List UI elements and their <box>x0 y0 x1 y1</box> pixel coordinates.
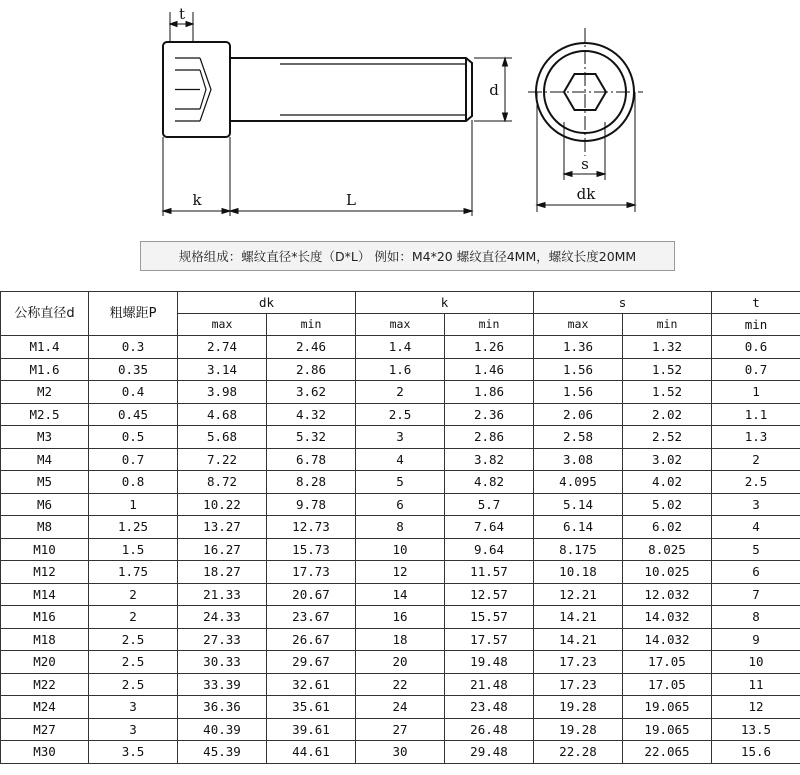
cell-k-max: 1.4 <box>356 336 445 359</box>
cell-size: M14 <box>1 583 89 606</box>
cell-s-min: 8.025 <box>623 538 712 561</box>
cell-s-min: 14.032 <box>623 628 712 651</box>
cell-s-min: 14.032 <box>623 606 712 629</box>
cell-pitch: 2 <box>89 606 178 629</box>
cell-s-max: 1.56 <box>534 381 623 404</box>
table-row <box>1 606 800 629</box>
table-row <box>1 516 800 539</box>
cell-pitch: 3 <box>89 696 178 719</box>
cell-dk-min: 12.73 <box>267 516 356 539</box>
cell-s-min: 4.02 <box>623 471 712 494</box>
cell-k-min: 4.82 <box>445 471 534 494</box>
table-row <box>1 561 800 584</box>
cell-pitch: 0.3 <box>89 336 178 359</box>
cell-dk-min: 32.61 <box>267 673 356 696</box>
table-row <box>1 583 800 606</box>
cell-dk-max: 40.39 <box>178 718 267 741</box>
cell-pitch: 0.5 <box>89 426 178 449</box>
cell-dk-min: 35.61 <box>267 696 356 719</box>
cell-dk-max: 3.98 <box>178 381 267 404</box>
cell-k-max: 8 <box>356 516 445 539</box>
cell-k-min: 1.86 <box>445 381 534 404</box>
cell-k-min: 21.48 <box>445 673 534 696</box>
cell-s-max: 14.21 <box>534 628 623 651</box>
cell-s-min: 10.025 <box>623 561 712 584</box>
cell-t-min: 15.6 <box>712 741 800 764</box>
header-t-min: min <box>712 314 800 336</box>
cell-size: M2 <box>1 381 89 404</box>
table-row <box>1 403 800 426</box>
cell-size: M1.6 <box>1 358 89 381</box>
table-row <box>1 471 800 494</box>
cell-s-min: 1.52 <box>623 358 712 381</box>
cell-k-min: 2.36 <box>445 403 534 426</box>
cell-k-max: 24 <box>356 696 445 719</box>
cell-dk-min: 20.67 <box>267 583 356 606</box>
cell-s-max: 19.28 <box>534 696 623 719</box>
cell-s-max: 4.095 <box>534 471 623 494</box>
cell-size: M2.5 <box>1 403 89 426</box>
cell-s-max: 6.14 <box>534 516 623 539</box>
cell-s-max: 3.08 <box>534 448 623 471</box>
cell-size: M8 <box>1 516 89 539</box>
cell-size: M12 <box>1 561 89 584</box>
header-s: s <box>534 292 712 314</box>
cell-s-max: 2.06 <box>534 403 623 426</box>
cell-t-min: 10 <box>712 651 800 674</box>
cell-dk-max: 30.33 <box>178 651 267 674</box>
cell-t-min: 12 <box>712 696 800 719</box>
cell-pitch: 1.75 <box>89 561 178 584</box>
cell-pitch: 2 <box>89 583 178 606</box>
cell-s-max: 22.28 <box>534 741 623 764</box>
cell-dk-min: 17.73 <box>267 561 356 584</box>
caption-text: 规格组成：螺纹直径*长度（D*L） 例如：M4*20 螺纹直径4MM，螺纹长度20MM <box>178 249 637 264</box>
cell-dk-max: 16.27 <box>178 538 267 561</box>
cell-s-max: 10.18 <box>534 561 623 584</box>
cell-s-min: 2.02 <box>623 403 712 426</box>
cell-t-min: 0.6 <box>712 336 800 359</box>
cell-size: M5 <box>1 471 89 494</box>
cell-k-max: 14 <box>356 583 445 606</box>
cell-k-max: 3 <box>356 426 445 449</box>
cell-dk-min: 3.62 <box>267 381 356 404</box>
cell-dk-min: 4.32 <box>267 403 356 426</box>
cell-pitch: 1.5 <box>89 538 178 561</box>
cell-size: M24 <box>1 696 89 719</box>
table-row <box>1 718 800 741</box>
cell-dk-min: 5.32 <box>267 426 356 449</box>
cell-size: M4 <box>1 448 89 471</box>
cell-k-max: 16 <box>356 606 445 629</box>
cell-dk-max: 21.33 <box>178 583 267 606</box>
cell-t-min: 13.5 <box>712 718 800 741</box>
cell-t-min: 1.1 <box>712 403 800 426</box>
cell-s-max: 14.21 <box>534 606 623 629</box>
dim-label-s: s <box>581 155 589 173</box>
cell-dk-max: 24.33 <box>178 606 267 629</box>
cell-size: M22 <box>1 673 89 696</box>
cell-s-min: 5.02 <box>623 493 712 516</box>
dim-label-t: t <box>178 5 186 23</box>
cell-t-min: 2 <box>712 448 800 471</box>
cell-k-max: 18 <box>356 628 445 651</box>
cell-s-max: 1.36 <box>534 336 623 359</box>
cell-dk-min: 44.61 <box>267 741 356 764</box>
cell-size: M6 <box>1 493 89 516</box>
dim-label-L: L <box>346 191 356 209</box>
cell-pitch: 2.5 <box>89 673 178 696</box>
cell-t-min: 6 <box>712 561 800 584</box>
cell-dk-min: 2.86 <box>267 358 356 381</box>
cell-s-max: 1.56 <box>534 358 623 381</box>
header-k-max: max <box>356 314 445 336</box>
cell-size: M3 <box>1 426 89 449</box>
cell-dk-min: 26.67 <box>267 628 356 651</box>
cell-pitch: 0.7 <box>89 448 178 471</box>
cell-dk-max: 2.74 <box>178 336 267 359</box>
header-nominal-diameter: 公称直径d <box>1 292 89 336</box>
cell-dk-min: 23.67 <box>267 606 356 629</box>
cell-pitch: 0.4 <box>89 381 178 404</box>
table-row <box>1 628 800 651</box>
cell-size: M27 <box>1 718 89 741</box>
cell-k-max: 20 <box>356 651 445 674</box>
cell-dk-max: 4.68 <box>178 403 267 426</box>
cell-k-min: 7.64 <box>445 516 534 539</box>
cell-dk-min: 39.61 <box>267 718 356 741</box>
dim-label-k: k <box>192 191 202 209</box>
cell-size: M1.4 <box>1 336 89 359</box>
cell-k-min: 9.64 <box>445 538 534 561</box>
dimension-table <box>0 291 800 764</box>
cell-pitch: 1 <box>89 493 178 516</box>
screw-technical-drawing <box>0 0 800 232</box>
cell-s-min: 17.05 <box>623 651 712 674</box>
cell-s-min: 1.32 <box>623 336 712 359</box>
cell-s-min: 6.02 <box>623 516 712 539</box>
cell-dk-min: 2.46 <box>267 336 356 359</box>
header-k-min: min <box>445 314 534 336</box>
cell-s-max: 5.14 <box>534 493 623 516</box>
cell-t-min: 3 <box>712 493 800 516</box>
cell-k-max: 6 <box>356 493 445 516</box>
cell-k-min: 3.82 <box>445 448 534 471</box>
cell-dk-min: 15.73 <box>267 538 356 561</box>
table-body <box>1 336 800 764</box>
header-s-min: min <box>623 314 712 336</box>
cell-size: M20 <box>1 651 89 674</box>
cell-size: M16 <box>1 606 89 629</box>
header-k: k <box>356 292 534 314</box>
cell-dk-max: 27.33 <box>178 628 267 651</box>
cell-pitch: 2.5 <box>89 628 178 651</box>
cell-s-max: 2.58 <box>534 426 623 449</box>
cell-s-max: 12.21 <box>534 583 623 606</box>
cell-s-min: 2.52 <box>623 426 712 449</box>
table-row <box>1 538 800 561</box>
cell-k-max: 4 <box>356 448 445 471</box>
header-dk: dk <box>178 292 356 314</box>
spec-format-caption <box>140 241 675 271</box>
cell-t-min: 5 <box>712 538 800 561</box>
cell-dk-min: 9.78 <box>267 493 356 516</box>
cell-size: M30 <box>1 741 89 764</box>
cell-t-min: 4 <box>712 516 800 539</box>
cell-k-max: 27 <box>356 718 445 741</box>
cell-pitch: 3.5 <box>89 741 178 764</box>
cell-s-min: 3.02 <box>623 448 712 471</box>
cell-k-min: 19.48 <box>445 651 534 674</box>
header-s-max: max <box>534 314 623 336</box>
table-row <box>1 358 800 381</box>
header-t: t <box>712 292 800 314</box>
cell-pitch: 0.35 <box>89 358 178 381</box>
cell-s-min: 22.065 <box>623 741 712 764</box>
cell-s-max: 19.28 <box>534 718 623 741</box>
cell-t-min: 11 <box>712 673 800 696</box>
cell-dk-max: 3.14 <box>178 358 267 381</box>
cell-t-min: 1 <box>712 381 800 404</box>
dim-label-dk: dk <box>576 185 596 203</box>
cell-dk-max: 18.27 <box>178 561 267 584</box>
cell-s-min: 19.065 <box>623 696 712 719</box>
cell-k-min: 23.48 <box>445 696 534 719</box>
cell-t-min: 7 <box>712 583 800 606</box>
screw-shank-outline <box>230 58 472 121</box>
cell-dk-max: 45.39 <box>178 741 267 764</box>
cell-k-max: 30 <box>356 741 445 764</box>
cell-dk-max: 33.39 <box>178 673 267 696</box>
cell-k-min: 5.7 <box>445 493 534 516</box>
cell-pitch: 0.45 <box>89 403 178 426</box>
cell-k-max: 2.5 <box>356 403 445 426</box>
cell-k-min: 11.57 <box>445 561 534 584</box>
cell-k-min: 1.26 <box>445 336 534 359</box>
table-row <box>1 426 800 449</box>
cell-k-min: 2.86 <box>445 426 534 449</box>
cell-pitch: 1.25 <box>89 516 178 539</box>
cell-pitch: 2.5 <box>89 651 178 674</box>
cell-s-max: 8.175 <box>534 538 623 561</box>
cell-k-min: 12.57 <box>445 583 534 606</box>
cell-t-min: 9 <box>712 628 800 651</box>
cell-t-min: 2.5 <box>712 471 800 494</box>
table-row <box>1 696 800 719</box>
cell-s-max: 17.23 <box>534 651 623 674</box>
cell-dk-max: 36.36 <box>178 696 267 719</box>
table-row <box>1 448 800 471</box>
cell-size: M10 <box>1 538 89 561</box>
header-dk-max: max <box>178 314 267 336</box>
cell-k-max: 22 <box>356 673 445 696</box>
cell-t-min: 8 <box>712 606 800 629</box>
cell-k-min: 29.48 <box>445 741 534 764</box>
cell-s-min: 12.032 <box>623 583 712 606</box>
header-coarse-pitch: 粗螺距P <box>89 292 178 336</box>
table-row <box>1 673 800 696</box>
cell-dk-max: 5.68 <box>178 426 267 449</box>
cell-k-max: 1.6 <box>356 358 445 381</box>
cell-dk-max: 10.22 <box>178 493 267 516</box>
cell-dk-max: 8.72 <box>178 471 267 494</box>
dim-label-d: d <box>489 81 499 99</box>
cell-k-max: 12 <box>356 561 445 584</box>
cell-k-min: 17.57 <box>445 628 534 651</box>
cell-dk-max: 13.27 <box>178 516 267 539</box>
cell-k-min: 26.48 <box>445 718 534 741</box>
header-dk-min: min <box>267 314 356 336</box>
table-row <box>1 741 800 764</box>
cell-s-min: 17.05 <box>623 673 712 696</box>
cell-dk-min: 29.67 <box>267 651 356 674</box>
cell-k-max: 5 <box>356 471 445 494</box>
cell-t-min: 0.7 <box>712 358 800 381</box>
cell-dk-min: 6.78 <box>267 448 356 471</box>
cell-t-min: 1.3 <box>712 426 800 449</box>
cell-s-max: 17.23 <box>534 673 623 696</box>
table-row <box>1 651 800 674</box>
cell-k-max: 2 <box>356 381 445 404</box>
cell-dk-min: 8.28 <box>267 471 356 494</box>
cell-k-min: 1.46 <box>445 358 534 381</box>
table-row <box>1 336 800 359</box>
cell-s-min: 19.065 <box>623 718 712 741</box>
cell-s-min: 1.52 <box>623 381 712 404</box>
cell-size: M18 <box>1 628 89 651</box>
table-row <box>1 381 800 404</box>
table-row <box>1 493 800 516</box>
cell-dk-max: 7.22 <box>178 448 267 471</box>
cell-pitch: 3 <box>89 718 178 741</box>
cell-pitch: 0.8 <box>89 471 178 494</box>
cell-k-max: 10 <box>356 538 445 561</box>
cell-k-min: 15.57 <box>445 606 534 629</box>
